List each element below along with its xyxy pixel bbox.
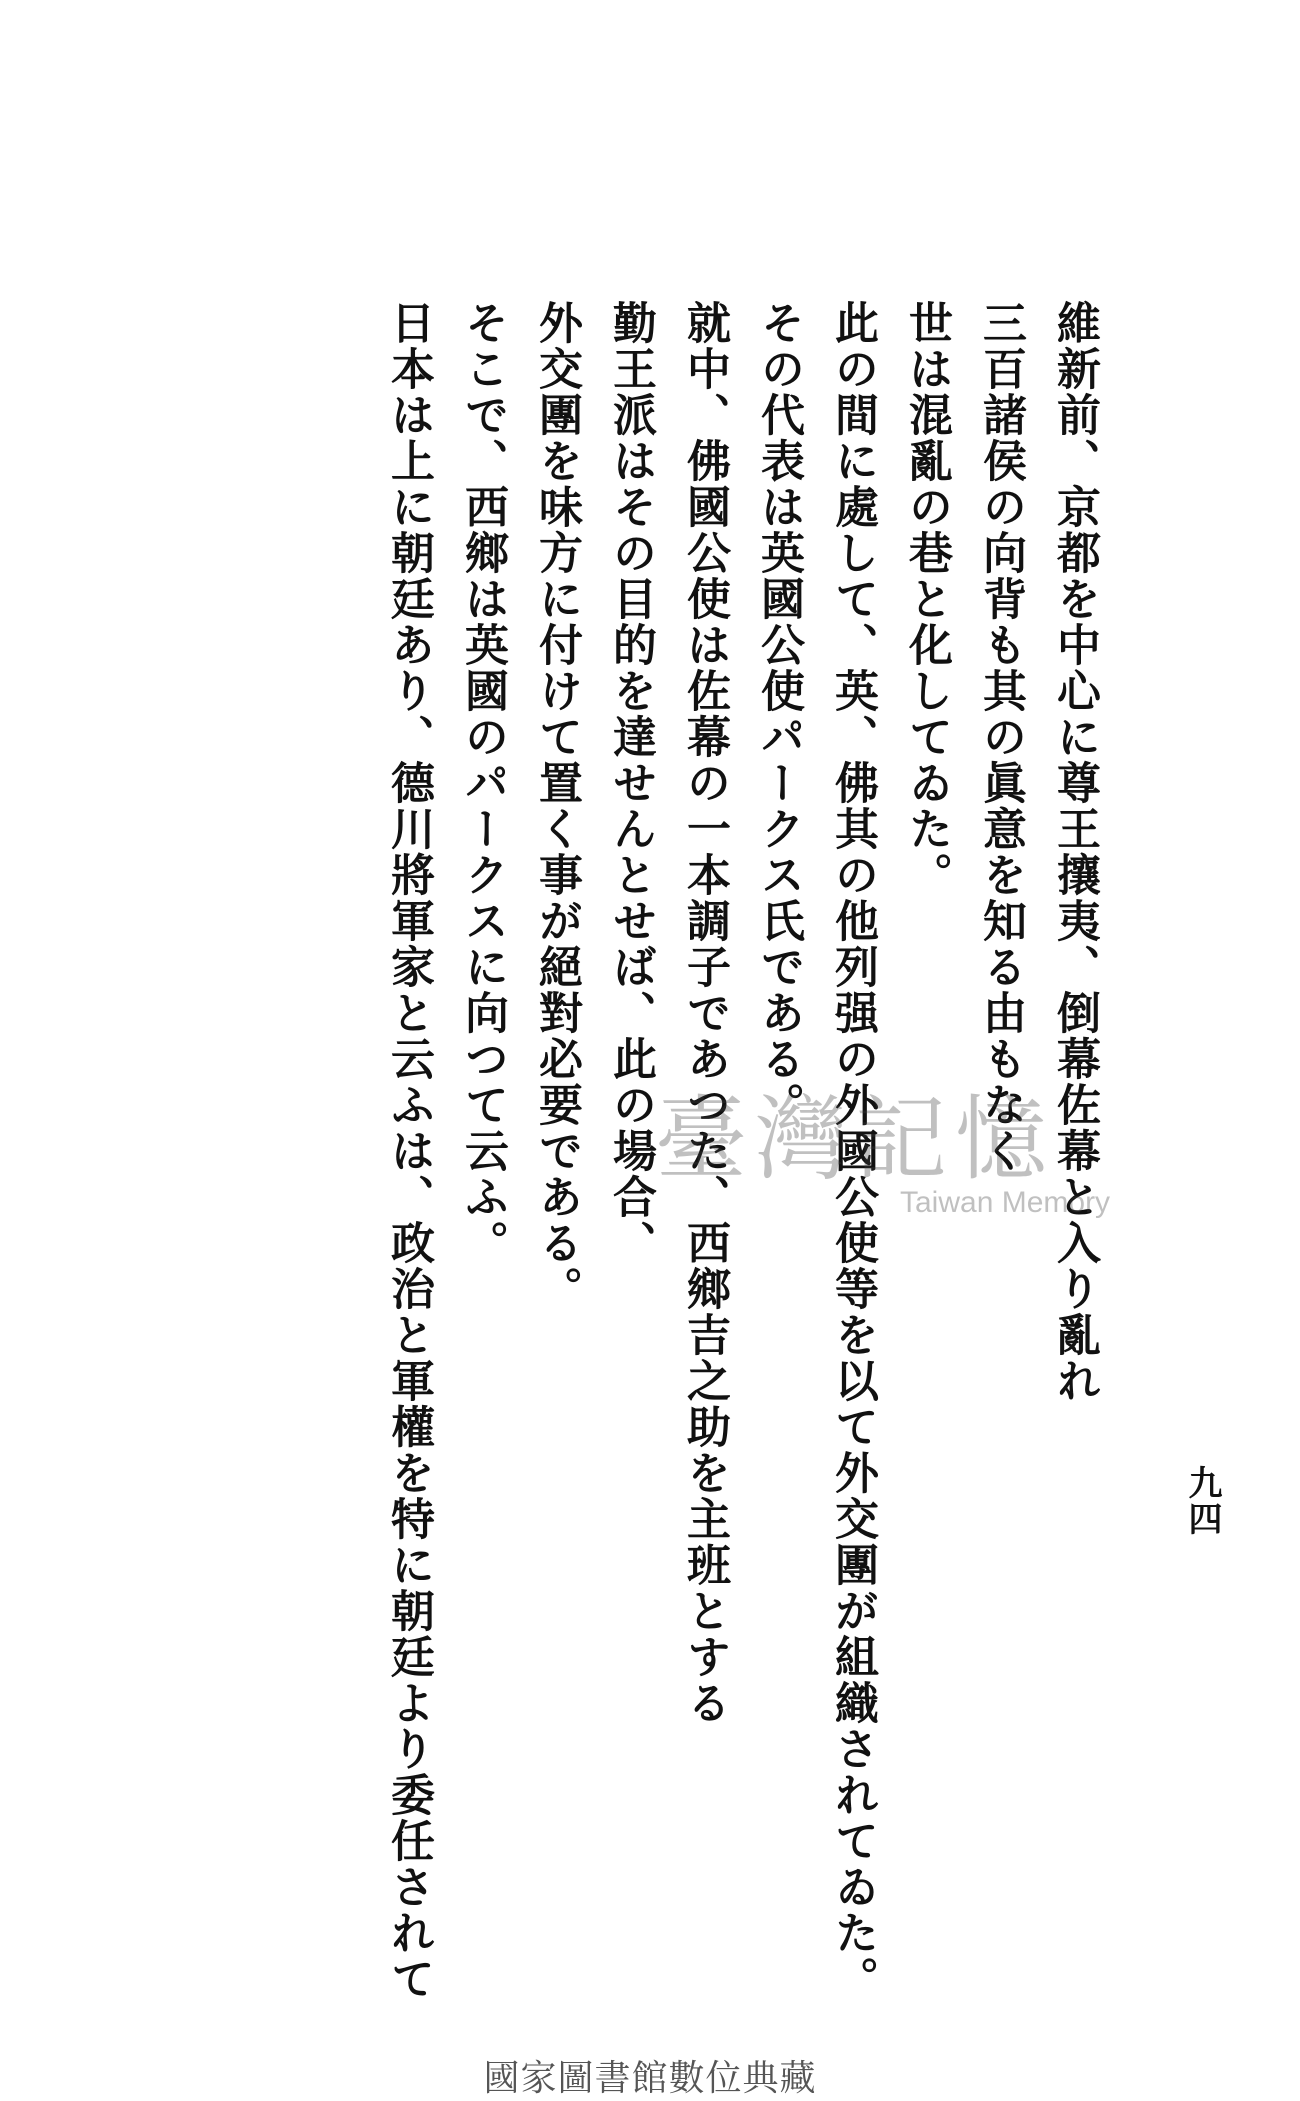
text-column-8: 外交團を味方に付けて置く事が絕對必要である。	[531, 300, 582, 1312]
text-column-10: 日本は上に朝廷あり、德川將軍家と云ふは、政治と軍權を特に朝廷より委任されて	[383, 300, 434, 2002]
watermark-english: Taiwan Memory	[900, 1186, 1111, 1219]
library-footer: 國家圖書館數位典藏	[483, 2058, 817, 2099]
text-column-3: 世は混亂の巷と化してゐた。	[901, 300, 952, 898]
text-column-9: そこで、西鄉は英國のパークスに向つて云ふ。	[457, 300, 508, 1266]
text-column-5: その代表は英國公使パークス氏である。	[753, 300, 804, 1128]
text-column-2: 三百諸侯の向背も其の眞意を知る由もなく	[975, 300, 1026, 1174]
text-column-1: 維新前、京都を中心に尊王攘夷、倒幕佐幕と入り亂れ	[1049, 300, 1100, 1404]
text-column-7: 勤王派はその目的を達せんとせば、此の場合、	[605, 300, 656, 1266]
page-number: 九四	[1182, 1465, 1222, 1537]
text-column-4: 此の間に處して、英、佛其の他列强の外國公使等を以て外交團が組織されてゐた。	[827, 300, 878, 2002]
text-column-6: 就中、佛國公使は佐幕の一本調子であつた、西鄉吉之助を主班とする	[679, 300, 730, 1726]
taiwan-memory-watermark	[655, 1086, 1125, 1230]
watermark-logo-chars: 臺灣記憶	[655, 1086, 1056, 1193]
